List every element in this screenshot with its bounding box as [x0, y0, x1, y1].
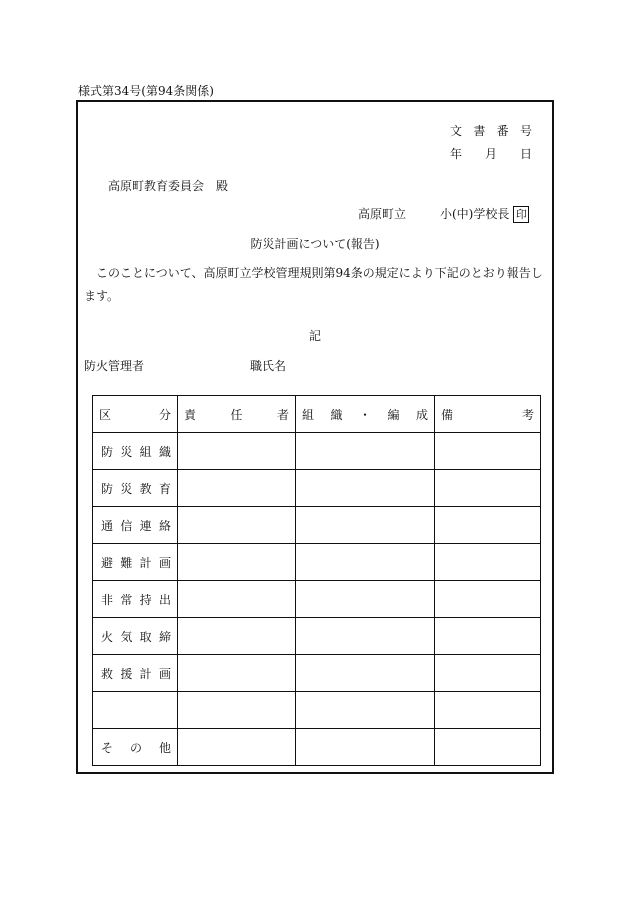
category-char: 計 — [139, 666, 152, 681]
remarks-cell[interactable] — [435, 433, 541, 470]
category-char: 教 — [139, 481, 152, 496]
header-char: ・ — [358, 407, 371, 422]
organization-cell[interactable] — [296, 618, 435, 655]
responsible-cell[interactable] — [178, 470, 296, 507]
category-char: 災 — [120, 481, 133, 496]
table-row — [93, 507, 541, 544]
category-char: 連 — [139, 518, 152, 533]
body-text: このことについて、高原町立学校管理規則第94条の規定により下記のとおり報告します。 — [84, 266, 543, 303]
responsible-cell[interactable] — [178, 544, 296, 581]
table-header-row — [93, 396, 541, 433]
document-title: 防災計画について(報告) — [250, 237, 380, 251]
docno-char: 番 — [496, 124, 509, 138]
header-char: 考 — [521, 407, 534, 422]
month-label: 月 — [484, 147, 497, 161]
document-number-label — [450, 122, 532, 139]
organization-cell[interactable] — [296, 470, 435, 507]
header-remarks — [435, 396, 541, 433]
remarks-cell[interactable] — [435, 544, 541, 581]
table-row — [93, 544, 541, 581]
header-char: 織 — [330, 407, 343, 422]
row-category-blank[interactable] — [93, 692, 178, 729]
docno-char: 文 — [450, 124, 463, 138]
docno-char: 書 — [473, 124, 486, 138]
responsible-cell[interactable] — [178, 692, 296, 729]
header-char: 責 — [184, 407, 197, 422]
category-char: 難 — [120, 555, 133, 570]
header-char: 組 — [302, 407, 315, 422]
category-char: 織 — [158, 444, 171, 459]
header-char: 任 — [230, 407, 243, 422]
organization-cell[interactable] — [296, 433, 435, 470]
category-char: 気 — [120, 629, 133, 644]
table-row-blank — [93, 692, 541, 729]
organization-cell[interactable] — [296, 655, 435, 692]
category-char: 画 — [158, 555, 171, 570]
header-char: 成 — [415, 407, 428, 422]
category-char: 取 — [139, 629, 152, 644]
docno-char: 号 — [519, 124, 532, 138]
date-line — [450, 145, 532, 162]
table-row — [93, 655, 541, 692]
category-char: 他 — [158, 740, 171, 755]
table-row — [93, 618, 541, 655]
header-organization — [296, 396, 435, 433]
row-category — [93, 581, 178, 618]
row-category — [93, 470, 178, 507]
category-char: 出 — [158, 592, 171, 607]
row-category — [93, 507, 178, 544]
remarks-cell[interactable] — [435, 655, 541, 692]
header-category — [93, 396, 178, 433]
sender-role-label: 小(中)学校長 — [440, 207, 510, 221]
table-row — [93, 433, 541, 470]
remarks-cell[interactable] — [435, 692, 541, 729]
responsible-cell[interactable] — [178, 655, 296, 692]
fire-manager-label: 防火管理者 — [84, 359, 145, 373]
seal-mark: 印 — [513, 206, 529, 223]
header-char: 分 — [158, 407, 171, 422]
category-char: 画 — [158, 666, 171, 681]
category-char: 組 — [139, 444, 152, 459]
remarks-cell[interactable] — [435, 470, 541, 507]
row-category — [93, 729, 178, 766]
category-char: 非 — [101, 592, 114, 607]
report-form — [76, 100, 554, 774]
category-char: 育 — [158, 481, 171, 496]
form-number-label: 様式第34号(第94条関係) — [78, 84, 214, 98]
fire-manager-name-label: 職氏名 — [250, 359, 287, 373]
ki-heading: 記 — [308, 329, 321, 343]
category-char: 火 — [101, 629, 114, 644]
organization-cell[interactable] — [296, 581, 435, 618]
category-char: 避 — [101, 555, 114, 570]
header-char: 編 — [387, 407, 400, 422]
category-char: 持 — [139, 592, 152, 607]
category-char: 防 — [101, 481, 114, 496]
organization-cell[interactable] — [296, 507, 435, 544]
category-char: 常 — [120, 592, 133, 607]
row-category — [93, 433, 178, 470]
addressee: 高原町教育委員会 殿 — [108, 179, 229, 193]
category-char: の — [129, 740, 142, 755]
category-char: そ — [101, 740, 114, 755]
remarks-cell[interactable] — [435, 729, 541, 766]
remarks-cell[interactable] — [435, 618, 541, 655]
responsible-cell[interactable] — [178, 507, 296, 544]
category-char: 救 — [101, 666, 114, 681]
category-char: 信 — [120, 518, 133, 533]
category-char: 計 — [139, 555, 152, 570]
category-char: 援 — [120, 666, 133, 681]
organization-cell[interactable] — [296, 692, 435, 729]
header-char: 区 — [99, 407, 112, 422]
year-label: 年 — [450, 147, 463, 161]
remarks-cell[interactable] — [435, 507, 541, 544]
header-char: 者 — [276, 407, 289, 422]
disaster-plan-table — [92, 395, 541, 766]
category-char: 災 — [120, 444, 133, 459]
responsible-cell[interactable] — [178, 433, 296, 470]
organization-cell[interactable] — [296, 544, 435, 581]
responsible-cell[interactable] — [178, 581, 296, 618]
row-category — [93, 544, 178, 581]
category-char: 絡 — [158, 518, 171, 533]
table-row — [93, 470, 541, 507]
responsible-cell[interactable] — [178, 618, 296, 655]
responsible-cell[interactable] — [178, 729, 296, 766]
row-category — [93, 655, 178, 692]
day-label: 日 — [519, 147, 532, 161]
row-category — [93, 618, 178, 655]
remarks-cell[interactable] — [435, 581, 541, 618]
category-char: 防 — [101, 444, 114, 459]
sender-role — [440, 205, 529, 223]
table-row — [93, 729, 541, 766]
header-responsible — [178, 396, 296, 433]
header-char: 備 — [441, 407, 454, 422]
sender-town: 高原町立 — [358, 207, 407, 221]
category-char: 通 — [101, 518, 114, 533]
table-row — [93, 581, 541, 618]
organization-cell[interactable] — [296, 729, 435, 766]
category-char: 締 — [158, 629, 171, 644]
